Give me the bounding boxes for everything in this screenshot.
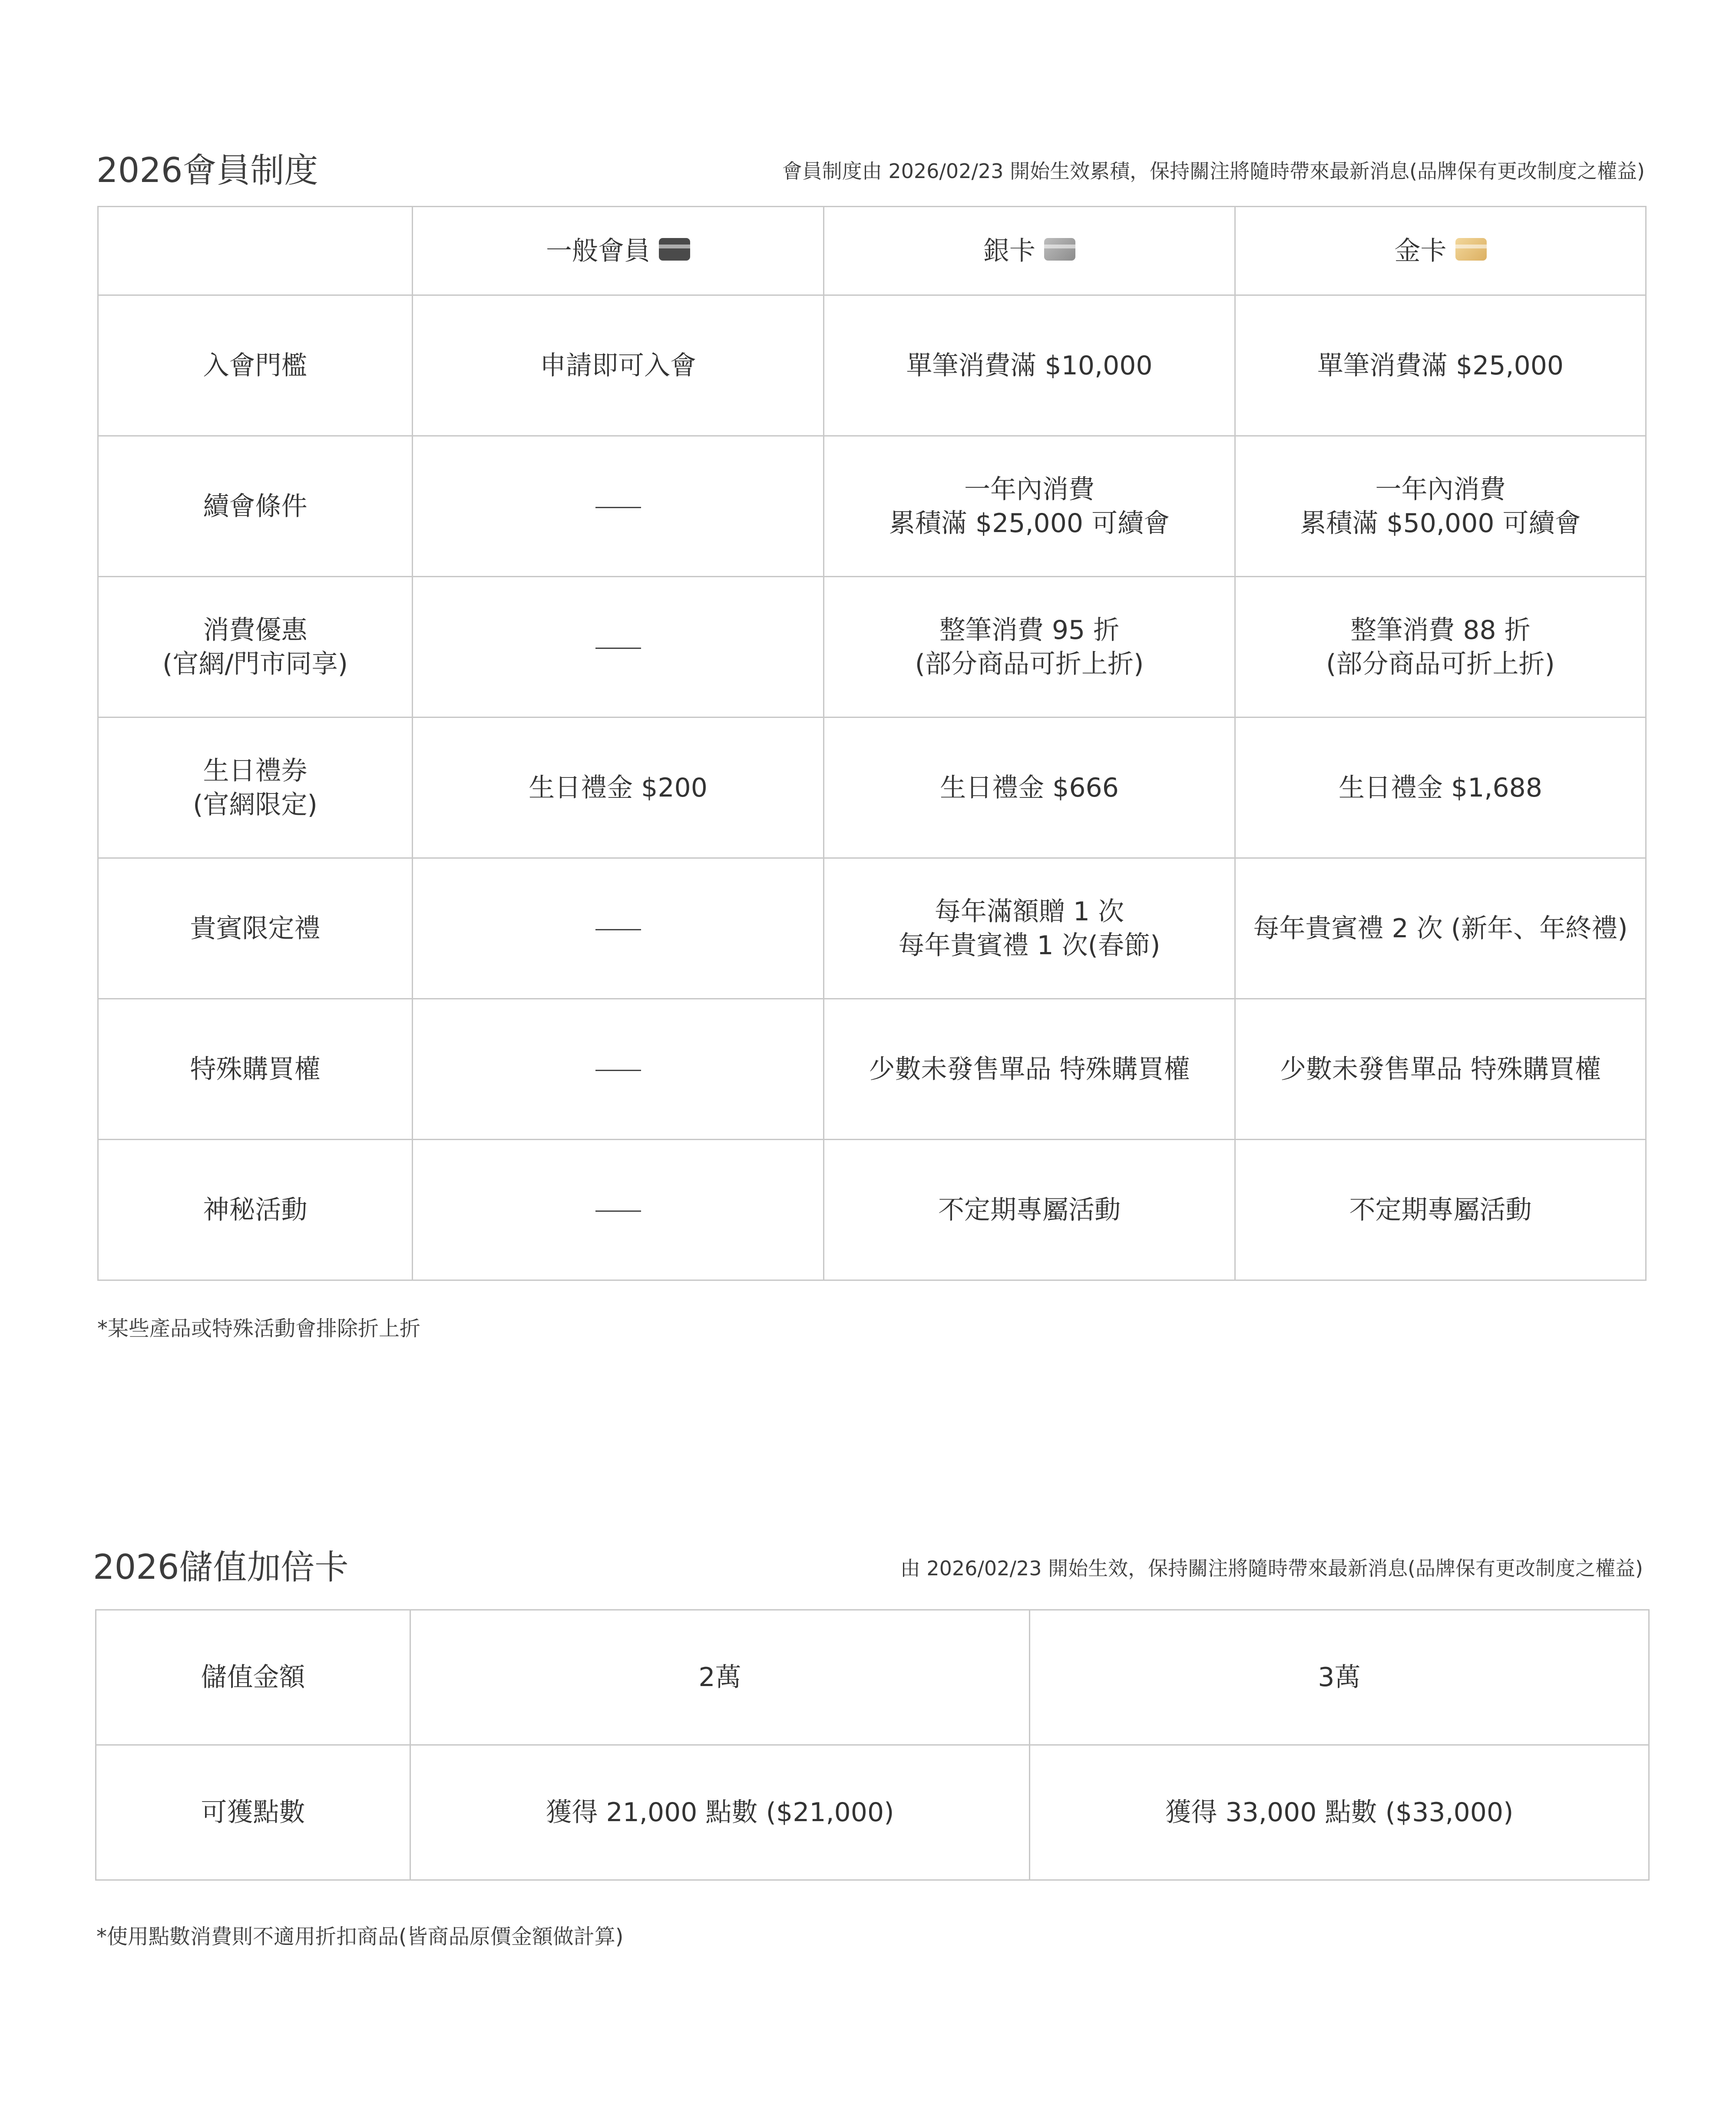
membership-row: [98, 718, 1646, 858]
cell-gold: [1235, 295, 1646, 436]
cell-gold: [1235, 1140, 1646, 1280]
cell-silver: [824, 858, 1235, 999]
cell-text-line: 單筆消費滿 $10,000: [906, 350, 1153, 381]
cell-silver: [824, 436, 1235, 577]
membership-row: [98, 295, 1646, 436]
cell-text-line: 累積滿 $25,000 可續會: [889, 508, 1170, 539]
row-label-line: 特殊購買權: [190, 1054, 321, 1085]
membership-row: [98, 1140, 1646, 1280]
stored-value-notice: 由 2026/02/23 開始生效，保持關注將隨時帶來最新消息(品牌保有更改制度之權益): [900, 1557, 1643, 1580]
cell-silver: [824, 999, 1235, 1140]
points-2w: 獲得 21,000 點數 ($21,000): [410, 1745, 1030, 1880]
membership-row: [98, 858, 1646, 999]
cell-text-line: 少數未發售單品 特殊購買權: [1280, 1054, 1601, 1085]
row-label: [98, 858, 413, 999]
cell-text-line: 生日禮金 $1,688: [1338, 772, 1542, 803]
cell-text-line: 一年內消費: [1375, 474, 1506, 505]
cell-text-line: 生日禮金 $200: [529, 772, 708, 803]
row-label: [98, 999, 413, 1140]
dash-placeholder: [595, 1070, 641, 1071]
amount-2w: 2萬: [410, 1610, 1030, 1745]
dash-placeholder: [595, 1210, 641, 1212]
cell-silver: [824, 1140, 1235, 1280]
membership-row: [98, 577, 1646, 718]
cell-text-line: 申請即可入會: [540, 350, 696, 381]
stored-value-title: 2026儲值加倍卡: [93, 1548, 349, 1587]
cell-text-line: 單筆消費滿 $25,000: [1317, 350, 1564, 381]
stored-value-footnote: *使用點數消費則不適用折扣商品(皆商品原價金額做計算): [96, 1925, 624, 1949]
cell-text-line: (部分商品可折上折): [1326, 648, 1555, 679]
row-label-line: (官網/門市同享): [162, 648, 348, 679]
row-label: [98, 577, 413, 718]
cell-silver: [824, 718, 1235, 858]
cell-text-line: 不定期專屬活動: [938, 1194, 1121, 1225]
row-label-amount: 儲值金額: [96, 1610, 410, 1745]
cell-text-line: 少數未發售單品 特殊購買權: [869, 1054, 1190, 1085]
membership-footnote: *某些產品或特殊活動會排除折上折: [97, 1316, 421, 1341]
cell-text-line: (部分商品可折上折): [915, 648, 1144, 679]
header-empty-cell: [98, 207, 413, 295]
cell-text-line: 不定期專屬活動: [1349, 1194, 1532, 1225]
cell-silver: [824, 577, 1235, 718]
membership-row: [98, 436, 1646, 577]
dash-placeholder: [595, 648, 641, 649]
card-icon-gold: [1455, 238, 1487, 261]
cell-text-line: 整筆消費 95 折: [939, 615, 1120, 645]
membership-row: [98, 999, 1646, 1140]
cell-general: [413, 295, 824, 436]
tier-header-silver: [824, 207, 1235, 295]
cell-silver: [824, 295, 1235, 436]
cell-text-line: 每年滿額贈 1 次: [934, 896, 1124, 927]
tier-label-silver: 銀卡: [983, 235, 1035, 266]
cell-gold: [1235, 999, 1646, 1140]
membership-notice: 會員制度由 2026/02/23 開始生效累積，保持關注將隨時帶來最新消息(品牌保有更改制度之權益): [782, 159, 1645, 183]
tier-label-gold: 金卡: [1394, 235, 1447, 266]
cell-gold: [1235, 436, 1646, 577]
amount-3w: 3萬: [1030, 1610, 1649, 1745]
stored-value-row: [96, 1745, 1649, 1880]
cell-text-line: 生日禮金 $666: [940, 772, 1119, 803]
card-icon-dark: [659, 238, 690, 261]
tier-label-general: 一般會員: [546, 235, 650, 266]
row-label-line: (官網限定): [193, 789, 317, 820]
points-3w: 獲得 33,000 點數 ($33,000): [1030, 1745, 1649, 1880]
dash-placeholder: [595, 929, 641, 930]
cell-general: [413, 999, 824, 1140]
cell-text-line: 每年貴賓禮 2 次 (新年、年終禮): [1253, 913, 1628, 944]
cell-text-line: 整筆消費 88 折: [1350, 615, 1531, 645]
row-label-line: 神秘活動: [203, 1194, 308, 1225]
dash-placeholder: [595, 507, 641, 508]
stored-value-table: [95, 1609, 1650, 1881]
row-label-line: 貴賓限定禮: [190, 913, 321, 944]
row-label-line: 消費優惠: [203, 615, 308, 645]
cell-text-line: 累積滿 $50,000 可續會: [1300, 508, 1581, 539]
row-label: [98, 1140, 413, 1280]
tier-header-general: [413, 207, 824, 295]
cell-text-line: 一年內消費: [964, 474, 1095, 505]
membership-title: 2026會員制度: [96, 151, 318, 190]
cell-gold: [1235, 858, 1646, 999]
row-label: [98, 295, 413, 436]
row-label-points: 可獲點數: [96, 1745, 410, 1880]
card-icon-silver: [1044, 238, 1075, 261]
cell-text-line: 每年貴賓禮 1 次(春節): [898, 930, 1161, 961]
row-label: [98, 436, 413, 577]
membership-header-row: [98, 207, 1646, 295]
membership-table: [97, 206, 1647, 1281]
stored-value-row: [96, 1610, 1649, 1745]
cell-general: [413, 436, 824, 577]
row-label: [98, 718, 413, 858]
row-label-line: 續會條件: [203, 491, 308, 522]
cell-general: [413, 577, 824, 718]
cell-general: [413, 718, 824, 858]
cell-gold: [1235, 718, 1646, 858]
row-label-line: 生日禮券: [203, 755, 308, 786]
cell-general: [413, 1140, 824, 1280]
row-label-line: 入會門檻: [203, 350, 308, 381]
cell-general: [413, 858, 824, 999]
cell-gold: [1235, 577, 1646, 718]
tier-header-gold: [1235, 207, 1646, 295]
